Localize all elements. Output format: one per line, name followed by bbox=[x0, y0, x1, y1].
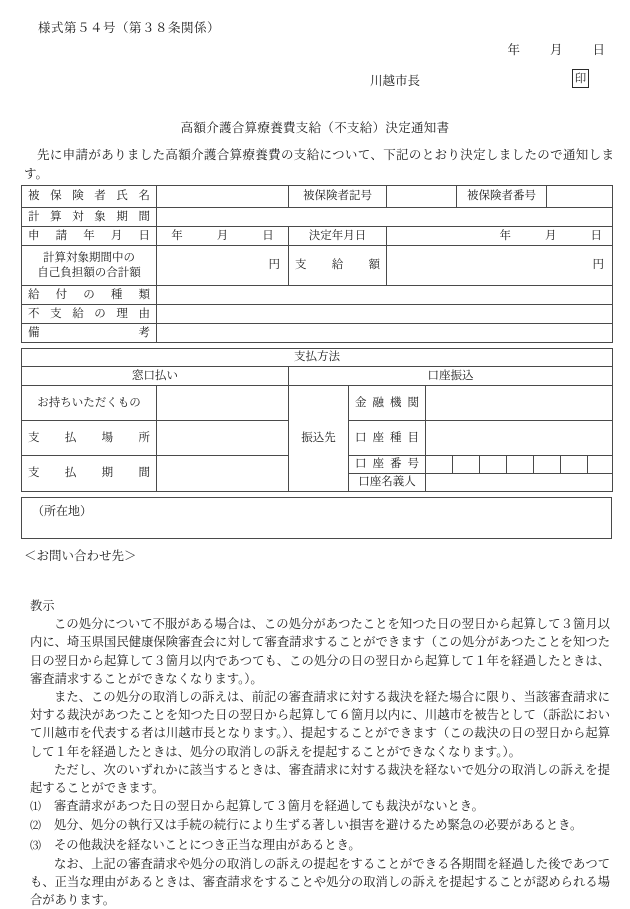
financial-institution-label: 金融機関 bbox=[349, 386, 426, 421]
issuer-name: 川越市長 bbox=[370, 74, 421, 88]
location-box[interactable] bbox=[21, 497, 612, 539]
payment-amount-value[interactable]: 円 bbox=[387, 246, 613, 286]
counter-payment-header: 窓口払い bbox=[22, 367, 289, 386]
notice-item-3 bbox=[30, 836, 610, 855]
location-label: （所在地） bbox=[32, 504, 93, 518]
payment-amount-label: 支給額 bbox=[289, 246, 387, 286]
self-pay-total-label-line2: 自己負担額の合計額 bbox=[37, 266, 141, 279]
notice-item-1-text: 審査請求があつた日の翌日から起算して３箇月を経過しても裁決がないとき。 bbox=[54, 799, 484, 814]
bring-items-label: お持ちいただくもの bbox=[22, 386, 157, 421]
non-payment-reason-label: 不支給の理由 bbox=[22, 305, 157, 324]
benefit-type-value[interactable] bbox=[157, 286, 613, 305]
self-pay-total-label-line1: 計算対象期間中の bbox=[43, 252, 135, 265]
decision-date-day: 日 bbox=[590, 229, 602, 242]
payment-place-value[interactable] bbox=[157, 421, 289, 456]
notice-heading: 教示 bbox=[30, 599, 55, 613]
legal-notice-section bbox=[30, 597, 610, 909]
bring-items-value[interactable] bbox=[157, 386, 289, 421]
notice-paragraph-3: ただし、次のいずれかに該当するときは、審査請求に対する裁決を経ないで処分の取消しの訴えを提起することができます。 bbox=[30, 762, 610, 796]
issue-date-day: 日 bbox=[592, 43, 605, 57]
notice-paragraph-1: この処分について不服がある場合は、この処分があつたことを知つた日の翌日から起算して３箇月以内に、埼玉県国民健康保険審査会に対して審査請求することができます（この処分があつたことを知つた日の翌日から起算して３箇月以内であつても、この処分の日の翌日から起算して１年を経過したときは、審査請求することができなくなります。）。 bbox=[30, 617, 610, 686]
notice-paragraph-4: なお、上記の審査請求や処分の取消しの訴えの提起をすることができる各期間を経過した後であつても、正当な理由があるときは、審査請求をすることや処分の取消しの訴えを提起することが認められる場合があります。 bbox=[30, 856, 610, 908]
notice-item-3-number: ⑶ bbox=[30, 839, 41, 852]
payment-period-label: 支払期間 bbox=[22, 456, 157, 492]
issue-date-line bbox=[507, 40, 605, 58]
issue-date-month: 月 bbox=[549, 43, 563, 57]
account-number-digit[interactable] bbox=[507, 456, 534, 474]
account-number-digit[interactable] bbox=[561, 456, 588, 474]
insured-symbol-value[interactable] bbox=[387, 186, 457, 208]
decision-date-value[interactable] bbox=[387, 227, 613, 246]
calc-period-label: 計算対象期間 bbox=[22, 208, 157, 227]
insured-name-value[interactable] bbox=[157, 186, 289, 208]
account-number-digit[interactable] bbox=[453, 456, 480, 474]
financial-institution-value[interactable] bbox=[426, 386, 613, 421]
account-type-label: 口座種目 bbox=[349, 421, 426, 456]
decision-date-month: 月 bbox=[545, 229, 557, 242]
calc-period-value[interactable] bbox=[157, 208, 613, 227]
application-date-label: 申請年月日 bbox=[22, 227, 157, 246]
issue-date-year: 年 bbox=[507, 43, 520, 57]
application-date-day: 日 bbox=[262, 229, 274, 242]
application-date-year: 年 bbox=[171, 229, 183, 242]
table-row bbox=[22, 227, 613, 246]
transfer-destination-label: 振込先 bbox=[289, 386, 349, 492]
notice-item-2-number: ⑵ bbox=[30, 820, 41, 833]
table-row bbox=[22, 305, 613, 324]
self-pay-total-value[interactable]: 円 bbox=[157, 246, 289, 286]
notice-item-2 bbox=[30, 816, 610, 835]
form-number: 様式第５４号（第３８条関係） bbox=[38, 21, 221, 35]
table-row bbox=[22, 246, 613, 286]
insured-symbol-label: 被保険者記号 bbox=[289, 186, 387, 208]
payment-method-table bbox=[21, 348, 613, 492]
account-holder-label: 口座名義人 bbox=[349, 474, 426, 492]
notice-paragraph-2: また、この処分の取消しの訴えは、前記の審査請求に対する裁決を経た場合に限り、当該審査請求に対する裁決があつたことを知つた日の翌日から起算して６箇月以内に、川越市を被告として（訴訟において川越市を代表する者は川越市長となります。）、提起することができます（この裁決の日の翌日から起算して１年を経過したときは、処分の取消しの訴えを提起することができなくなります。）。 bbox=[30, 690, 610, 759]
bank-transfer-header: 口座振込 bbox=[289, 367, 613, 386]
remarks-label: 備考 bbox=[22, 324, 157, 343]
table-row bbox=[22, 349, 613, 367]
notice-item-3-text: その他裁決を経ないことにつき正当な理由があるとき。 bbox=[54, 837, 361, 852]
account-number-digit[interactable] bbox=[426, 456, 453, 474]
payment-method-title: 支払方法 bbox=[22, 349, 613, 367]
lead-paragraph: 先に申請がありました高額介護合算療養費の支給について、下記のとおり決定しましたので通知します。 bbox=[24, 148, 614, 181]
account-number-digit[interactable] bbox=[480, 456, 507, 474]
payment-place-label: 支払場所 bbox=[22, 421, 157, 456]
insured-information-table bbox=[21, 185, 613, 343]
account-holder-value[interactable] bbox=[426, 474, 613, 492]
table-row bbox=[22, 208, 613, 227]
insured-name-label: 被保険者氏名 bbox=[22, 186, 157, 208]
payment-period-value[interactable] bbox=[157, 456, 289, 492]
notice-item-1-number: ⑴ bbox=[30, 801, 41, 814]
account-number-digit[interactable] bbox=[588, 456, 613, 474]
table-row bbox=[22, 367, 613, 386]
application-date-month: 月 bbox=[216, 229, 229, 242]
self-pay-total-label bbox=[22, 246, 157, 286]
account-type-value[interactable] bbox=[426, 421, 613, 456]
decision-date-year: 年 bbox=[499, 229, 511, 242]
benefit-type-label: 給付の種類 bbox=[22, 286, 157, 305]
application-date-value[interactable] bbox=[157, 227, 289, 246]
decision-date-label: 決定年月日 bbox=[289, 227, 387, 246]
insured-number-label: 被保険者番号 bbox=[457, 186, 547, 208]
page-title: 高額介護合算療養費支給（不支給）決定通知書 bbox=[180, 121, 450, 135]
notice-item-2-text: 処分、処分の執行又は手続の続行により生ずる著しい損害を避けるため緊急の必要があるとき。 bbox=[54, 818, 583, 833]
insured-number-value[interactable] bbox=[547, 186, 613, 208]
non-payment-reason-value[interactable] bbox=[157, 305, 613, 324]
seal-stamp-box: 印 bbox=[572, 69, 589, 88]
table-row bbox=[22, 386, 613, 421]
table-row bbox=[22, 286, 613, 305]
table-row bbox=[22, 186, 613, 208]
issuer-row bbox=[0, 71, 605, 91]
remarks-value[interactable] bbox=[157, 324, 613, 343]
contact-info-label: ＜お問い合わせ先＞ bbox=[24, 549, 137, 563]
account-number-label: 口座番号 bbox=[349, 456, 426, 474]
notice-item-1 bbox=[30, 797, 610, 816]
table-row bbox=[22, 324, 613, 343]
account-number-digit[interactable] bbox=[534, 456, 561, 474]
